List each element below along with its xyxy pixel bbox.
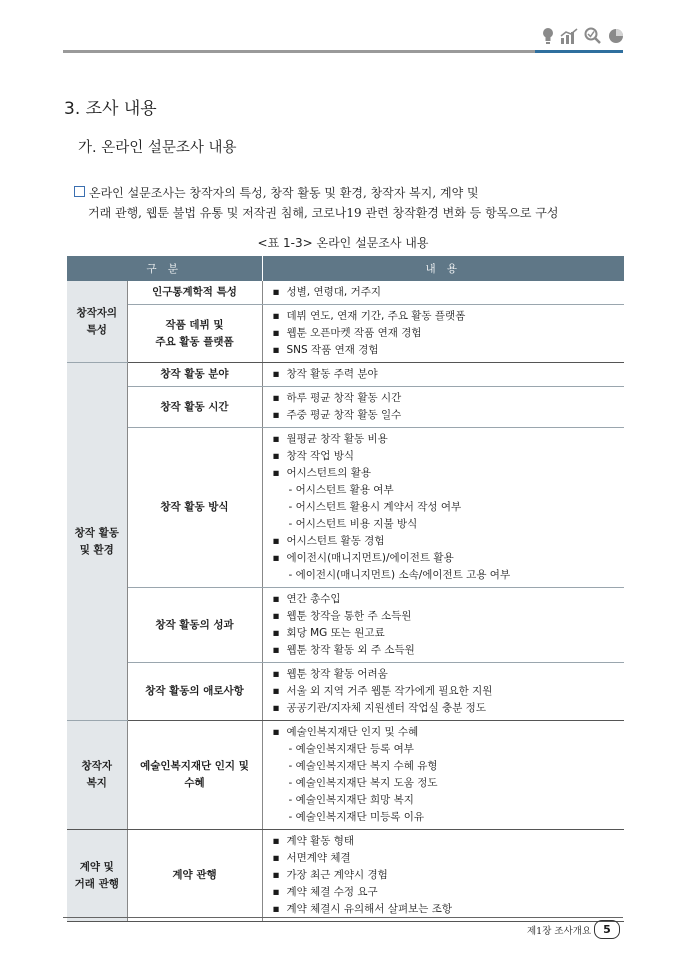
bullet-item [273, 591, 619, 608]
sub-item: - 예술인복지재단 미등록 이유 [288, 811, 425, 823]
square-bullet-icon: ▪ [272, 852, 280, 864]
item-cell [127, 281, 262, 305]
bullet-text: 계약 체결 수정 요구 [286, 886, 378, 898]
sub-item: - 어시스턴트 활용 여부 [288, 484, 394, 496]
bullet-text: 서면계약 체결 [286, 852, 351, 864]
category-cell [67, 721, 127, 830]
bullet-text: 계약 체결시 유의해서 살펴보는 조항 [286, 903, 452, 915]
bullet-text: 데뷔 연도, 연재 기간, 주요 활동 플랫폼 [286, 310, 466, 322]
bullet-text: 어시스턴트 활동 경험 [286, 535, 385, 547]
checkbox-bullet-icon [74, 186, 85, 197]
bullet-text: 공공기관/지자체 지원센터 작업실 충분 정도 [286, 702, 486, 714]
bullet-item [273, 625, 619, 642]
square-bullet-icon: ▪ [272, 593, 280, 605]
square-bullet-icon: ▪ [272, 535, 280, 547]
bullet-item [273, 465, 619, 482]
content-cell [262, 305, 624, 363]
item-label: 창작 활동 분야 [160, 368, 229, 380]
subsection-title: 가. 온라인 설문조사 내용 [78, 140, 237, 156]
bullet-item [273, 901, 619, 918]
table-row [67, 830, 624, 922]
bullet-text: 주중 평균 창작 활동 일수 [286, 409, 402, 421]
bullet-item [273, 366, 619, 383]
bullet-text: 예술인복지재단 인지 및 수혜 [286, 726, 419, 738]
bullet-item [273, 608, 619, 625]
table-row [67, 721, 624, 830]
content-cell [262, 721, 624, 830]
content-cell [262, 281, 624, 305]
paragraph-line-2: 거래 관행, 웹툰 불법 유통 및 저작권 침해, 코로나19 관련 창작환경 변화 등 항목으로 구성 [88, 206, 559, 220]
category-label: 창작자의 [76, 306, 118, 319]
bullet-text: 계약 활동 형태 [286, 835, 355, 847]
header-category: 구 분 [67, 256, 262, 281]
bullet-text: 회당 MG 또는 원고료 [286, 627, 385, 639]
sub-item: - 에이전시(매니지먼트) 소속/에이전트 고용 여부 [288, 569, 511, 581]
bullet-item [273, 666, 619, 683]
square-bullet-icon: ▪ [272, 327, 280, 339]
item-cell [127, 830, 262, 922]
square-bullet-icon: ▪ [272, 552, 280, 564]
table-row [67, 305, 624, 363]
square-bullet-icon: ▪ [272, 450, 280, 462]
bullet-item [273, 700, 619, 717]
category-label: 창작자 [81, 760, 112, 772]
bullet-item [273, 431, 619, 448]
bullet-text: 창작 활동 주력 분야 [286, 368, 378, 380]
bullet-item [273, 533, 619, 550]
square-bullet-icon: ▪ [272, 392, 280, 404]
bullet-item [273, 407, 619, 424]
square-bullet-icon: ▪ [272, 344, 280, 356]
bullet-text: 하루 평균 창작 활동 시간 [286, 392, 402, 404]
sub-item: - 예술인복지재단 복지 수혜 유형 [288, 760, 438, 772]
bullet-item [273, 884, 619, 901]
table-body [67, 281, 624, 922]
bullet-text: 가장 최근 계약시 경험 [286, 869, 388, 881]
item-label: 창작 활동의 애로사항 [145, 685, 244, 697]
content-cell [262, 363, 624, 387]
content-cell [262, 830, 624, 922]
header-icons [542, 27, 624, 49]
bullet-text: 웹툰 오픈마켓 작품 연재 경험 [286, 327, 422, 339]
table-row [67, 663, 624, 721]
item-label: 창작 활동의 성과 [155, 618, 234, 631]
category-cell [67, 363, 127, 721]
bullet-item [273, 724, 619, 741]
bullet-item [273, 308, 619, 325]
category-label: 및 환경 [79, 543, 114, 556]
item-label: 작품 데뷔 및 [165, 318, 224, 331]
footer-chapter: 제1장 조사개요 [527, 926, 592, 937]
item-cell [127, 721, 262, 830]
content-cell [262, 588, 624, 663]
bullet-item [273, 550, 619, 567]
bullet-item [273, 867, 619, 884]
category-label: 계약 및 [79, 860, 114, 873]
square-bullet-icon: ▪ [272, 627, 280, 639]
table-row [67, 428, 624, 588]
square-bullet-icon: ▪ [272, 726, 280, 738]
square-bullet-icon: ▪ [272, 886, 280, 898]
bullet-item [273, 448, 619, 465]
item-label: 계약 관행 [172, 869, 217, 881]
table-row [67, 588, 624, 663]
magnifier-check-icon [584, 27, 602, 49]
sub-item: - 어시스턴트 비용 지불 방식 [288, 518, 418, 530]
content-cell [262, 387, 624, 428]
square-bullet-icon: ▪ [272, 310, 280, 322]
bullet-item [273, 325, 619, 342]
bullet-item [273, 284, 619, 301]
square-bullet-icon: ▪ [272, 368, 280, 380]
page-number: 5 [594, 920, 620, 939]
bullet-item [273, 850, 619, 867]
bar-chart-icon [560, 28, 578, 48]
lightbulb-icon [542, 27, 554, 49]
footer-rule [63, 917, 623, 918]
item-cell [127, 663, 262, 721]
survey-content-table [67, 256, 624, 922]
category-label: 특성 [86, 323, 107, 336]
item-cell [127, 588, 262, 663]
header-accent-bar [535, 50, 623, 53]
bullet-text: 창작 작업 방식 [286, 450, 355, 462]
item-cell [127, 363, 262, 387]
item-label: 인구통계학적 특성 [152, 286, 237, 298]
sub-item: - 예술인복지재단 희망 복지 [288, 794, 414, 806]
item-label: 창작 활동 방식 [160, 501, 229, 513]
bullet-text: 웹툰 창작 활동 어려움 [286, 668, 388, 680]
table-caption: <표 1-3> 온라인 설문조사 내용 [257, 236, 429, 250]
item-cell [127, 428, 262, 588]
square-bullet-icon: ▪ [272, 409, 280, 421]
bullet-text: 성별, 연령대, 거주지 [286, 286, 381, 298]
square-bullet-icon: ▪ [272, 286, 280, 298]
paragraph-line-1: 온라인 설문조사는 창작자의 특성, 창작 활동 및 환경, 창작자 복지, 계약 및 [89, 186, 479, 200]
square-bullet-icon: ▪ [272, 702, 280, 714]
category-label: 복지 [86, 777, 107, 789]
table-row [67, 387, 624, 428]
content-cell [262, 428, 624, 588]
item-label: 예술인복지재단 인지 및 [140, 760, 249, 772]
header-content: 내 용 [262, 256, 624, 281]
item-cell [127, 387, 262, 428]
category-cell [67, 830, 127, 922]
square-bullet-icon: ▪ [272, 869, 280, 881]
bullet-text: 어시스턴트의 활용 [286, 467, 371, 479]
item-label: 창작 활동 시간 [160, 400, 229, 413]
bullet-text: 웹툰 창작 활동 외 주 소득원 [286, 644, 415, 656]
sub-item: - 예술인복지재단 등록 여부 [288, 743, 414, 755]
square-bullet-icon: ▪ [272, 644, 280, 656]
category-cell [67, 281, 127, 363]
intro-paragraph [74, 183, 634, 223]
item-cell [127, 305, 262, 363]
bullet-text: 웹툰 창작을 통한 주 소득원 [286, 610, 412, 622]
bullet-text: SNS 작품 연재 경험 [286, 344, 379, 356]
square-bullet-icon: ▪ [272, 903, 280, 915]
category-label: 창작 활동 [74, 526, 119, 539]
bullet-item [273, 642, 619, 659]
sub-item: - 예술인복지재단 복지 도움 정도 [288, 777, 438, 789]
sub-item: - 어시스턴트 활용시 계약서 작성 여부 [288, 501, 462, 513]
bullet-item [273, 683, 619, 700]
bullet-text: 서울 외 지역 거주 웹툰 작가에게 필요한 지원 [286, 685, 493, 697]
square-bullet-icon: ▪ [272, 610, 280, 622]
bullet-text: 에이전시(매니지먼트)/에이전트 활용 [286, 552, 454, 564]
square-bullet-icon: ▪ [272, 668, 280, 680]
table-row [67, 363, 624, 387]
pie-chart-icon [608, 28, 624, 48]
category-label: 거래 관행 [74, 877, 119, 890]
item-label: 주요 활동 플랫폼 [155, 335, 234, 348]
bullet-text: 월평균 창작 활동 비용 [286, 433, 388, 445]
square-bullet-icon: ▪ [272, 685, 280, 697]
bullet-item [273, 390, 619, 407]
item-label: 수혜 [184, 777, 205, 789]
bullet-item [273, 342, 619, 359]
bullet-text: 연간 총수입 [286, 593, 341, 605]
square-bullet-icon: ▪ [272, 433, 280, 445]
content-cell [262, 663, 624, 721]
table-header-row [67, 256, 624, 281]
square-bullet-icon: ▪ [272, 835, 280, 847]
table-row [67, 281, 624, 305]
square-bullet-icon: ▪ [272, 467, 280, 479]
bullet-item [273, 833, 619, 850]
section-title: 3. 조사 내용 [64, 99, 157, 119]
